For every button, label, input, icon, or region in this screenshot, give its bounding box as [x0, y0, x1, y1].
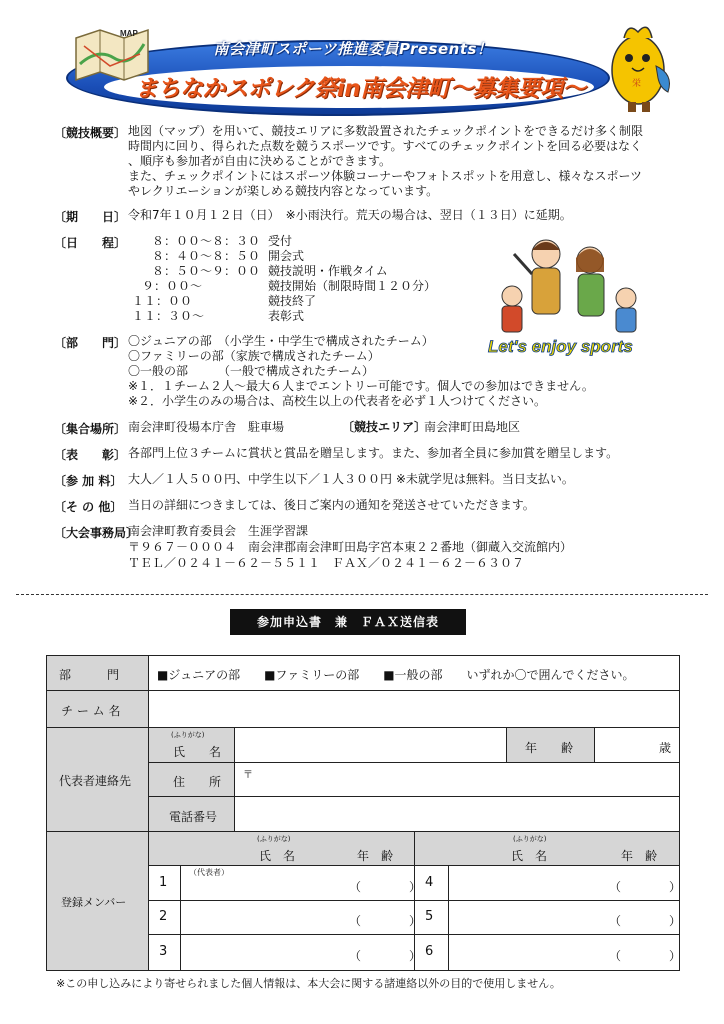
schedule-time-4: ９：００～ [142, 279, 203, 293]
rep-label-cell [47, 728, 149, 832]
team-name-input[interactable] [149, 691, 679, 728]
date-label: 〔期 日〕 [54, 210, 127, 224]
member-number-cell [149, 901, 181, 935]
office-address: 〒９６７－０００４ 南会津郡南会津町田島字宮本東２２番地（御蔵入交流館内） [128, 540, 573, 554]
slogan-text: Let's enjoy sports [488, 337, 633, 356]
member-name-header-right: 氏 名 [511, 849, 548, 863]
members-label-cell [47, 832, 149, 970]
members-header-left [149, 832, 415, 866]
area-text: 南会津町田島地区 [424, 420, 521, 434]
member-age-header-left: 年 齢 [357, 849, 394, 863]
overview-line-5: やレクリエーションが楽しめる競技内容となっています。 [128, 184, 439, 198]
other-text: 当日の詳細につきましては、後日ご案内の通知を発送させていただきます。 [128, 498, 535, 512]
members-header-right [415, 832, 679, 866]
rep-name-label: 氏 名 [173, 745, 222, 759]
division-note-2: ※２．小学生のみの場合は、高校生以上の代表者を必ず１人つけてください。 [128, 394, 547, 408]
division-label-cell [47, 656, 149, 691]
overview-line-4: また、チェックポイントにはスポーツ体験コーナーやフォトスポットを用意し、様々なスポーツ [128, 169, 642, 183]
rep-age-label-cell [507, 728, 595, 763]
age-unit: 歳 [659, 741, 672, 755]
rep-address-label-cell [149, 763, 235, 797]
awards-label: 〔表 彰〕 [54, 448, 127, 462]
division-general: 〇一般の部 （一般で構成されたチーム） [128, 364, 375, 378]
member-number-cell [415, 866, 449, 901]
member-number-6: 6 [425, 944, 434, 959]
member-4-input[interactable] [449, 866, 682, 901]
privacy-footnote: ※この申し込みにより寄せられました個人情報は、本大会に関する諸連絡以外の目的で使用しません。 [56, 977, 561, 990]
schedule-event-5: 競技終了 [268, 294, 317, 308]
member-3-input[interactable] [181, 935, 422, 970]
mascot-mark: 栄 [632, 79, 642, 89]
schedule-event-3: 競技説明・作戦タイム [268, 264, 388, 278]
date-text: 令和7年１０月１２日（日） ※小雨決行。荒天の場合は、翌日（１３日）に延期。 [128, 208, 572, 222]
office-name: 南会津町教育委員会 生涯学習課 [128, 524, 309, 538]
member-number-cell [415, 901, 449, 935]
division-options-cell[interactable] [149, 656, 679, 691]
rep-name-input[interactable] [235, 728, 507, 763]
division-note-1: ※１．１チーム２人～最大６人までエントリー可能です。個人での参加はできません。 [128, 379, 594, 393]
member-1-input[interactable] [181, 866, 422, 901]
family-illustration [486, 232, 660, 362]
member-5-input[interactable] [449, 901, 682, 935]
member-4-age[interactable]: （ ） [609, 880, 682, 894]
office-contact: ＴＥＬ／０２４１－６２－５５１１ ＦＡＸ／０２４１－６２－６３０７ [128, 556, 525, 570]
division-family: 〇ファミリーの部（家族で構成されたチーム） [128, 349, 380, 363]
member-5-age[interactable]: （ ） [609, 914, 682, 928]
map-label: MAP [120, 29, 138, 38]
schedule-time-1: ８：００～８：３０ [151, 234, 260, 248]
schedule-time-5: １１：００ [132, 294, 193, 308]
rep-age-input[interactable] [595, 728, 679, 763]
team-field-label: チ ー ム 名 [61, 704, 121, 718]
rep-phone-label: 電話番号 [169, 810, 218, 824]
area-label: 〔競技エリア〕 [342, 420, 427, 434]
rep-address-label: 住 所 [173, 775, 222, 789]
fee-text: 大人／１人５００円、中学生以下／１人３００円 ※未就学児は無料。当日支払い。 [128, 472, 574, 486]
other-label: 〔そ の 他〕 [54, 500, 123, 514]
member-6-age[interactable]: （ ） [609, 949, 682, 963]
rep-address-input[interactable] [235, 763, 679, 797]
member-number-3: 3 [159, 944, 168, 959]
schedule-event-1: 受付 [268, 234, 293, 248]
member-furigana-left: (ふりがな) [257, 835, 291, 843]
page-title: まちなかスポレク祭in南会津町～募集要項～ [134, 76, 586, 102]
member-3-age[interactable]: （ ） [349, 949, 422, 963]
member-number-5: 5 [425, 909, 434, 924]
rep-field-label: 代表者連絡先 [59, 774, 132, 788]
rep-name-label-cell [149, 728, 235, 763]
rep-age-label: 年 齢 [525, 741, 574, 755]
member-number-cell [149, 935, 181, 970]
schedule-time-6: １１：３０～ [132, 309, 205, 323]
mascot-icon [598, 18, 678, 118]
presents-line: 南会津町スポーツ推進委員Presents！ [213, 40, 493, 58]
schedule-label: 〔日 程〕 [54, 236, 127, 250]
form-title: 参加申込書 兼 ＦＡＸ送信表 [230, 609, 466, 635]
overview-label: 〔競技概要〕 [54, 126, 127, 140]
divisions-label: 〔部 門〕 [54, 336, 127, 350]
application-form [46, 655, 680, 971]
member-number-cell [415, 935, 449, 970]
rep-note: （代表者） [189, 868, 229, 877]
overview-line-2: 時間内に回り、得られた点数を競うスポーツです。すべてのチェックポイントを回る必要はなく [128, 139, 642, 153]
rep-phone-label-cell [149, 797, 235, 832]
member-number-4: 4 [425, 875, 434, 890]
overview-line-1: 地図（マップ）を用いて、競技エリアに多数設置されたチェックポイントをできるだけ多く制限 [128, 124, 644, 138]
member-age-header-right: 年 齢 [621, 849, 658, 863]
member-number-cell [149, 866, 181, 901]
furigana-label: (ふりがな) [171, 731, 205, 739]
venue-label: 〔集合場所〕 [54, 422, 127, 436]
cut-line [16, 594, 708, 595]
member-number-2: 2 [159, 909, 168, 924]
schedule-event-6: 表彰式 [268, 309, 305, 323]
postal-mark: 〒 [243, 770, 253, 781]
member-furigana-right: (ふりがな) [513, 835, 547, 843]
division-options[interactable]: ■ジュニアの部 ■ファミリーの部 ■一般の部 いずれか〇で囲んでください。 [157, 668, 635, 682]
schedule-time-3: ８：５０～９：００ [151, 264, 260, 278]
division-junior: 〇ジュニアの部 （小学生・中学生で構成されたチーム） [128, 334, 434, 348]
schedule-event-2: 開会式 [268, 249, 305, 263]
team-label-cell [47, 691, 149, 728]
members-field-label: 登録メンバー [61, 896, 127, 909]
venue-text: 南会津町役場本庁舎 駐車場 [128, 420, 285, 434]
awards-text: 各部門上位３チームに賞状と賞品を贈呈します。また、参加者全員に参加賞を贈呈します。 [128, 446, 619, 460]
fee-label: 〔参 加 料〕 [54, 474, 123, 488]
member-number-1: 1 [159, 875, 168, 890]
division-field-label: 部 門 [59, 668, 120, 682]
office-label: 〔大会事務局〕 [54, 526, 139, 540]
member-1-age[interactable]: （ ） [349, 880, 422, 894]
schedule-time-2: ８：４０～８：５０ [151, 249, 260, 263]
schedule-event-4: 競技開始（制限時間１２０分） [268, 279, 437, 293]
member-6-input[interactable] [449, 935, 682, 970]
member-2-age[interactable]: （ ） [349, 914, 422, 928]
rep-phone-input[interactable] [235, 797, 679, 832]
overview-line-3: 、順序も参加者が自由に決めることができます。 [128, 154, 392, 168]
member-2-input[interactable] [181, 901, 422, 935]
member-name-header-left: 氏 名 [259, 849, 296, 863]
